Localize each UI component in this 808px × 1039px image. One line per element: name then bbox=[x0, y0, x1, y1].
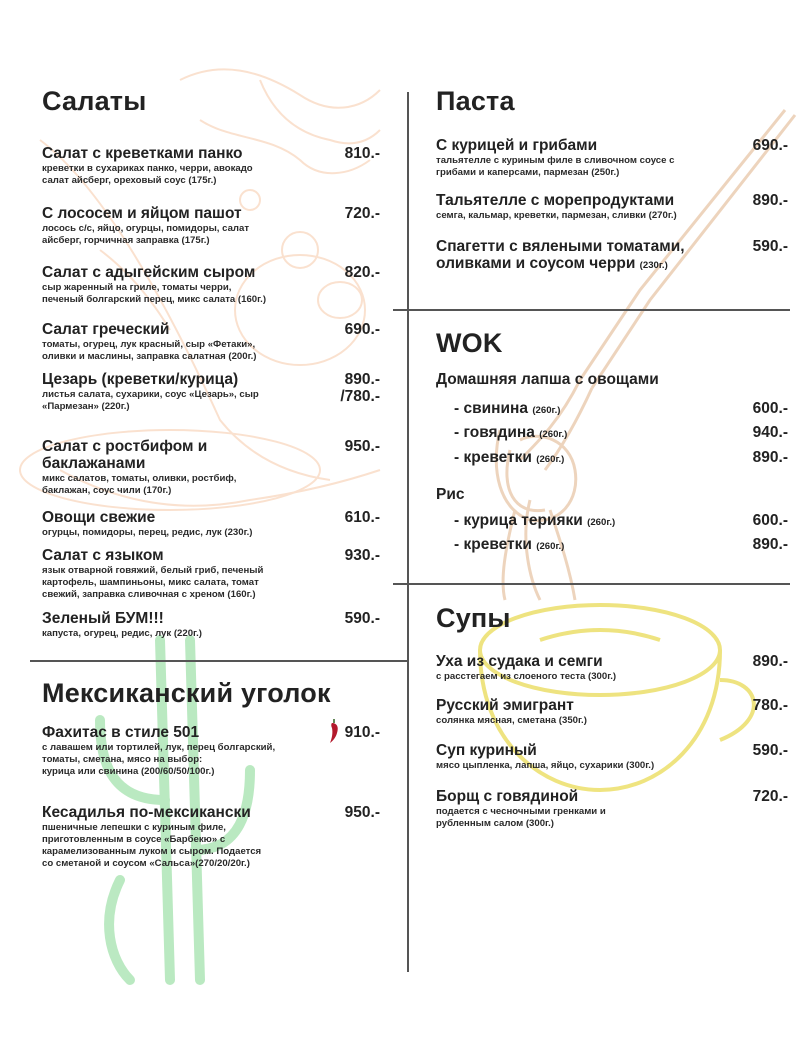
item-price: 590.- bbox=[344, 610, 380, 627]
item-desc: креветки в сухариках панко, черри, авокадо салат айсберг, ореховый соус (175г.) bbox=[42, 163, 253, 186]
menu-item bbox=[436, 788, 788, 830]
item-price: 820.- bbox=[344, 264, 380, 281]
menu-item bbox=[436, 137, 788, 179]
item-price: 890.- bbox=[752, 536, 788, 553]
item-price: 720.- bbox=[344, 205, 380, 222]
menu-item bbox=[42, 509, 382, 539]
item-name: Спагетти с вялеными томатами, оливками и соусом черри (230г.) bbox=[436, 238, 685, 272]
item-price: 600.- bbox=[752, 512, 788, 529]
wok-title: WOK bbox=[436, 328, 503, 358]
item-name: Борщ с говядиной bbox=[436, 788, 579, 805]
item-desc: капуста, огурец, редис, лук (220г.) bbox=[42, 628, 202, 639]
item-name: Цезарь (креветки/курица) bbox=[42, 371, 239, 388]
soups-section bbox=[436, 603, 788, 843]
menu-item bbox=[42, 321, 382, 363]
item-name: Уха из судака и семги bbox=[436, 653, 603, 670]
wok-option: - креветки (260г.) bbox=[454, 449, 565, 466]
item-desc: томаты, огурец, лук красный, сыр «Фетаки», оливки и маслины, заправка салатная (200г.) bbox=[42, 339, 257, 362]
item-price: 780.- bbox=[752, 697, 788, 714]
divider-wok-soups bbox=[393, 583, 790, 585]
item-price: 930.- bbox=[344, 547, 380, 564]
divider-salads-mexican bbox=[30, 660, 407, 662]
item-price: 690.- bbox=[344, 321, 380, 338]
menu-item bbox=[436, 742, 788, 772]
item-name: Салат с адыгейским сыром bbox=[42, 264, 256, 281]
item-name: Фахитас в стиле 501 bbox=[42, 724, 200, 741]
item-price: 590.- bbox=[752, 238, 788, 255]
menu-item bbox=[42, 264, 382, 306]
mexican-section bbox=[42, 678, 382, 898]
rice-title: Рис bbox=[436, 486, 465, 503]
chili-pepper-icon bbox=[328, 718, 340, 744]
item-name: Салат с языком bbox=[42, 547, 164, 564]
item-name: Салат с креветками панко bbox=[42, 145, 243, 162]
item-name: Овощи свежие bbox=[42, 509, 156, 526]
item-desc: солянка мясная, сметана (350г.) bbox=[436, 715, 587, 726]
menu-item bbox=[42, 371, 382, 413]
item-desc: сыр жаренный на гриле, томаты черри, печеный болгарский перец, микс салата (160г.) bbox=[42, 282, 267, 305]
wok-section bbox=[436, 328, 788, 568]
item-desc: лосось с/с, яйцо, огурцы, помидоры, салат айсберг, горчичная заправка (175г.) bbox=[42, 223, 250, 246]
pasta-section bbox=[436, 86, 788, 296]
item-name: Тальятелле с морепродуктами bbox=[436, 192, 675, 209]
item-desc: листья салата, сухарики, соус «Цезарь», сыр «Пармезан» (220г.) bbox=[42, 389, 259, 412]
item-desc: тальятелле с куриным филе в сливочном соусе с грибами и каперсами, пармезан (250г.) bbox=[436, 155, 675, 178]
pasta-title: Паста bbox=[436, 86, 515, 116]
item-price: 890.- bbox=[752, 449, 788, 466]
menu-item bbox=[42, 610, 382, 640]
menu-item bbox=[42, 438, 382, 497]
item-desc: язык отварной говяжий, белый гриб, печеный картофель, шампиньоны, микс салата, томат свежий, заправка сливочная с хреном (160г.) bbox=[42, 565, 264, 600]
menu-item bbox=[436, 192, 788, 222]
item-name: С курицей и грибами bbox=[436, 137, 598, 154]
item-name: Суп куриный bbox=[436, 742, 537, 759]
item-price: 890.- bbox=[752, 192, 788, 209]
item-desc: с лавашем или тортилей, лук, перец болгарский, томаты, сметана, мясо на выбор: курица или свинина (200/60/50/100г.) bbox=[42, 742, 276, 777]
menu-item bbox=[42, 724, 382, 778]
wok-option: - курица терияки (260г.) bbox=[454, 512, 616, 529]
item-price: 600.- bbox=[752, 400, 788, 417]
salads-section bbox=[42, 86, 382, 656]
menu-item bbox=[42, 145, 382, 187]
item-desc: микс салатов, томаты, оливки, ростбиф, баклажан, соус чили (170г.) bbox=[42, 473, 237, 496]
menu-item bbox=[436, 238, 788, 274]
item-price: 610.- bbox=[344, 509, 380, 526]
mexican-title: Мексиканский уголок bbox=[42, 678, 331, 708]
item-price: 950.- bbox=[344, 804, 380, 821]
item-price: 940.- bbox=[752, 424, 788, 441]
item-name: Салат с ростбифом и баклажанами bbox=[42, 438, 208, 472]
salads-title: Салаты bbox=[42, 86, 147, 116]
item-desc: подается с чесночными гренками и рубленным салом (300г.) bbox=[436, 806, 606, 829]
menu-item bbox=[436, 653, 788, 683]
column-divider bbox=[407, 92, 409, 972]
wok-option: - свинина (260г.) bbox=[454, 400, 561, 417]
menu-item bbox=[42, 547, 382, 601]
item-price: 890.- bbox=[752, 653, 788, 670]
item-name: Русский эмигрант bbox=[436, 697, 574, 714]
item-price: 590.- bbox=[752, 742, 788, 759]
item-price: 950.- bbox=[344, 438, 380, 455]
menu-item bbox=[42, 804, 382, 870]
item-price: 810.- bbox=[344, 145, 380, 162]
item-desc: семга, кальмар, креветки, пармезан, сливки (270г.) bbox=[436, 210, 677, 221]
item-desc: огурцы, помидоры, перец, редис, лук (230г.) bbox=[42, 527, 253, 538]
item-name: С лососем и яйцом пашот bbox=[42, 205, 242, 222]
menu-item bbox=[436, 697, 788, 727]
item-price: 890.- /780.- bbox=[340, 371, 380, 405]
item-desc: мясо цыпленка, лапша, яйцо, сухарики (300г.) bbox=[436, 760, 655, 771]
menu-item bbox=[42, 205, 382, 247]
item-desc: с расстегаем из слоеного теста (300г.) bbox=[436, 671, 617, 682]
wok-option: - говядина (260г.) bbox=[454, 424, 568, 441]
item-name: Зеленый БУМ!!! bbox=[42, 610, 164, 627]
item-name: Кесадилья по-мексикански bbox=[42, 804, 251, 821]
item-name: Салат греческий bbox=[42, 321, 170, 338]
item-price: 910.- bbox=[344, 724, 380, 741]
soups-title: Супы bbox=[436, 603, 511, 633]
item-price: 720.- bbox=[752, 788, 788, 805]
divider-pasta-wok bbox=[393, 309, 790, 311]
wok-option: - креветки (260г.) bbox=[454, 536, 565, 553]
noodles-title: Домашняя лапша с овощами bbox=[436, 371, 659, 388]
item-desc: пшеничные лепешки с куриным филе, приготовленным в соусе «Барбекю» с карамелизованным луком и сыром. Подается со сметаной и соусом «Сальса»(270/20/20г.) bbox=[42, 822, 262, 869]
item-price: 690.- bbox=[752, 137, 788, 154]
